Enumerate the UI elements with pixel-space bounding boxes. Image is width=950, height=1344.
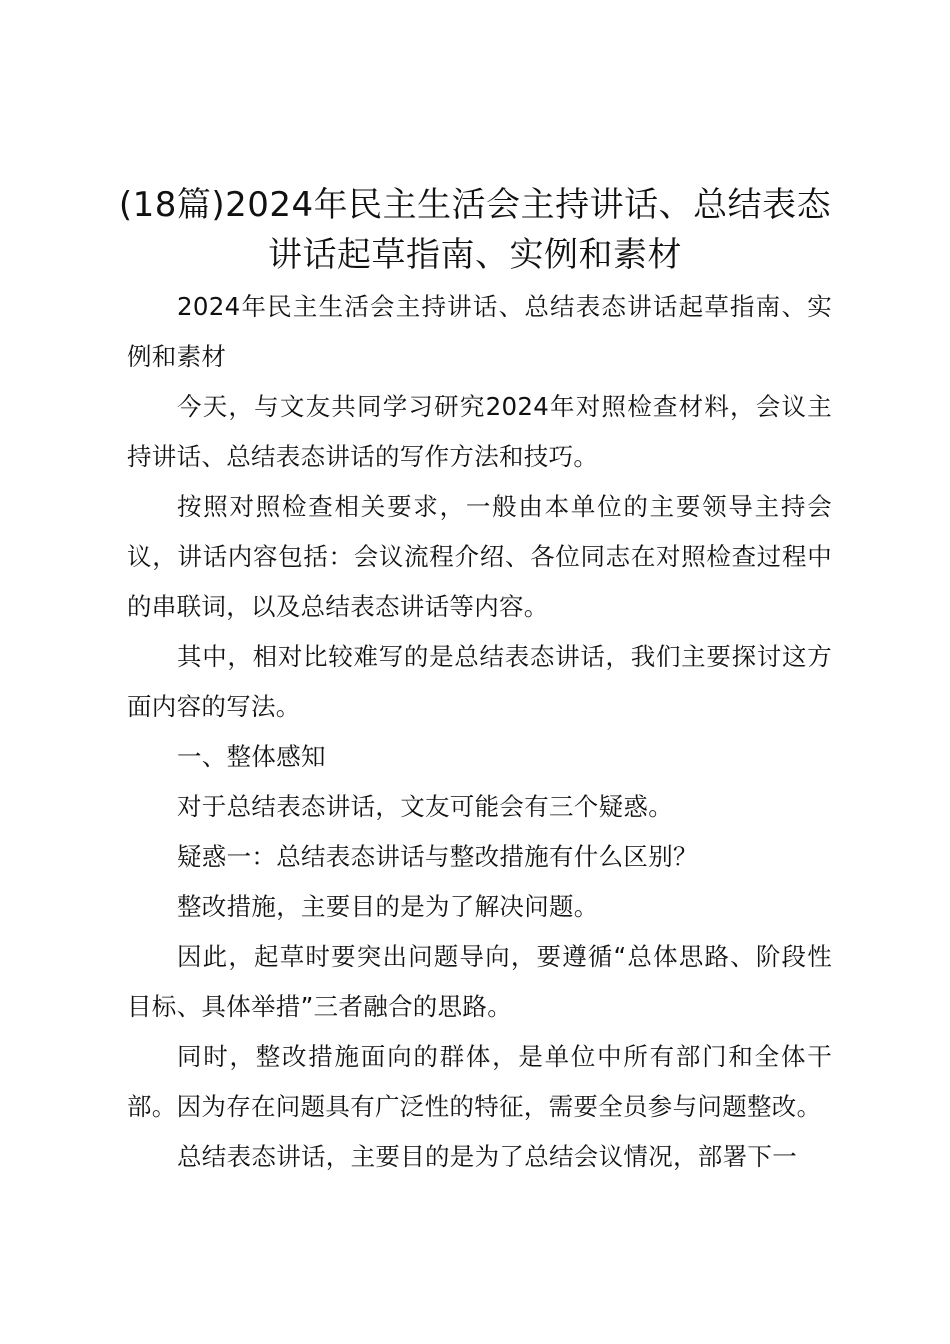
paragraph: 今天，与文友共同学习研究2024年对照检查材料，会议主持讲话、总结表态讲话的写作方法和技巧。 [127, 392, 832, 471]
document-body [127, 282, 832, 1182]
paragraph: 因此，起草时要突出问题导向，要遵循“总体思路、阶段性目标、具体举措”三者融合的思路。 [127, 942, 832, 1021]
section-heading: 一、整体感知 [177, 742, 326, 771]
paragraph: 总结表态讲话，主要目的是为了总结会议情况，部署下一 [177, 1142, 797, 1171]
paragraph: 按照对照检查相关要求，一般由本单位的主要领导主持会议，讲话内容包括：会议流程介绍、各位同志在对照检查过程中的串联词，以及总结表态讲话等内容。 [127, 492, 832, 621]
paragraph: 对于总结表态讲话，文友可能会有三个疑惑。 [177, 792, 673, 821]
paragraph: 疑惑一：总结表态讲话与整改措施有什么区别？ [177, 842, 698, 871]
document-title: (18篇)2024年民主生活会主持讲话、总结表态讲话起草指南、实例和素材 [118, 185, 832, 275]
paragraph: 其中，相对比较难写的是总结表态讲话，我们主要探讨这方面内容的写法。 [127, 642, 832, 721]
paragraph: 2024年民主生活会主持讲话、总结表态讲话起草指南、实例和素材 [127, 292, 832, 371]
paragraph: 同时，整改措施面向的群体，是单位中所有部门和全体干部。因为存在问题具有广泛性的特征，需要全员参与问题整改。 [127, 1042, 832, 1121]
paragraph: 整改措施，主要目的是为了解决问题。 [177, 892, 599, 921]
